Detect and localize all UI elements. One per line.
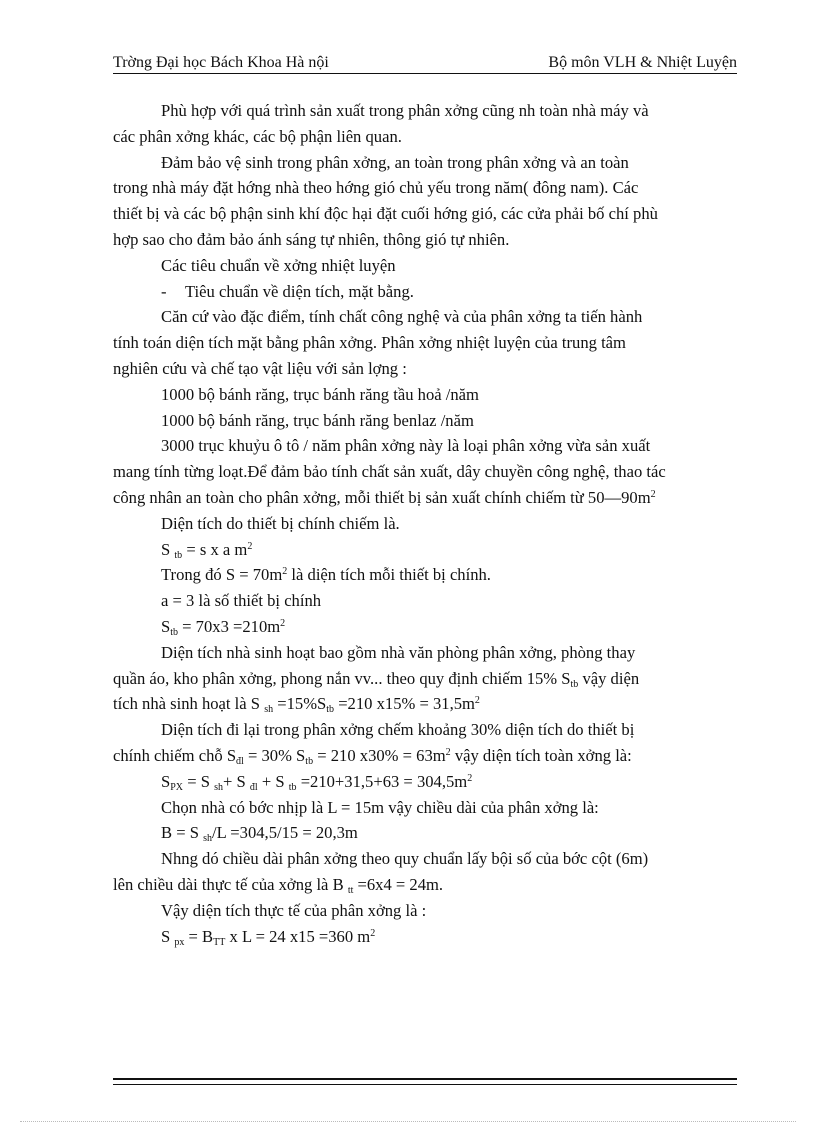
text-line: công nhân an toàn cho phân xởng, mỗi thiết bị sản xuất chính chiếm từ $50—90m^2$: [113, 487, 656, 507]
text-line: 3000 trục khuỷu ô tô / năm phân xởng này là loại phân xởng vừa sản xuất: [161, 436, 651, 456]
formula-line: B = S $_{sh}$/L =304,5/15 = 20,3m: [161, 823, 358, 845]
text-line: Diện tích do thiết bị chính chiếm là.: [161, 513, 400, 533]
text-line: Đảm bảo vệ sinh trong phân xởng, an toàn trong phân xởng và an toàn: [161, 152, 629, 172]
text-line: Vậy diện tích thực tế của phân xởng là :: [161, 900, 427, 920]
text-line: Chọn nhà có bớc nhịp là L = 15m vậy chiều dài của phân xởng là:: [161, 797, 599, 817]
text-line: trong nhà máy đặt hớng nhà theo hớng gió chủ yếu trong năm( đông nam). Các: [113, 178, 639, 198]
text-line: thiết bị và các bộ phận sinh khí độc hại đặt cuối hớng gió, các cửa phải bố chí phù: [113, 204, 658, 224]
header-rule: [113, 73, 737, 74]
page-edge-dots: [20, 1121, 796, 1122]
text-line: a = 3 là số thiết bị chính: [161, 591, 322, 611]
text-line: nghiên cứu và chế tạo vật liệu với sản lợng :: [113, 358, 407, 378]
footer-rule: [113, 1078, 737, 1080]
text-line: Nhng dó chiều dài phân xởng theo quy chuẩn lấy bội số của bớc cột (6m): [161, 849, 649, 869]
text-line: 1000 bộ bánh răng, trục bánh răng benlaz /năm: [161, 410, 474, 430]
text-line: Căn cứ vào đặc điểm, tính chất công nghệ và của phân xởng ta tiến hành: [161, 307, 643, 327]
document-body: [113, 98, 743, 949]
text-line: Phù hợp với quá trình sản xuất trong phân xởng cũng nh toàn nhà máy và: [161, 101, 649, 120]
text-line: mang tính từng loạt.Để đảm bảo tính chất sản xuất, dây chuyền công nghệ, thao tác: [113, 462, 666, 482]
text-line: Diện tích đi lại trong phân xởng chếm khoảng 30% diện tích do thiết bị: [161, 720, 635, 740]
formula-line: S $_{px} = B_{TT}$ x L = 24 x15 =360 $m^2$: [161, 926, 376, 948]
text-line: tính toán diện tích mặt bằng phân xởng. Phân xởng nhiệt luyện của trung tâm: [113, 333, 626, 353]
formula-line: $S_{PX} = S$ $_{sh}$+ S $_{đl}$ + S $_{tb} =210+31,5+63 = 304,5m^2$: [161, 771, 473, 793]
text-line: hợp sao cho đảm bảo ánh sáng tự nhiên, thông gió tự nhiên.: [113, 229, 510, 249]
header-department: Bộ môn VLH & Nhiệt Luyện: [548, 54, 737, 71]
text-line: Diện tích nhà sinh hoạt bao gồm nhà văn phòng phân xởng, phòng thay: [161, 642, 636, 662]
text-line: quần áo, kho phân xởng, phong nắn vv... theo quy định chiếm 15% $S_{tb}$ vậy diện: [113, 668, 640, 690]
text-line: Trong đó $S = 70m^2$ là diện tích mỗi thiết bị chính.: [161, 565, 491, 585]
header-university: Trờng Đại học Bách Khoa Hà nội: [113, 54, 329, 71]
text-line: tích nhà sinh hoạt là S $_{sh} =15\%S_{tb} =210$ $x15\% = 31,5m^2$: [113, 694, 480, 716]
formula-line: S $_{tb}$ = s x a $m^2$: [161, 539, 253, 561]
text-line: 1000 bộ bánh răng, trục bánh răng tầu hoả /năm: [161, 384, 479, 404]
bullet-dash: -: [161, 281, 167, 301]
page-header: [113, 52, 737, 74]
section-heading: Các tiêu chuẩn về xởng nhiệt luyện: [161, 255, 396, 275]
text-line: chính chiếm chỗ $S_{đl} = 30\%$ $S_{tb} = 210$ $x30\% = 63m^2$ vậy diện tích toàn xởng là:: [113, 745, 632, 767]
text-line: các phân xởng khác, các bộ phận liên quan.: [113, 126, 402, 146]
footer-rule-thin: [113, 1084, 737, 1085]
text-line: lên chiều dài thực tế của xởng là B $_{tt}$ =6x4 = 24m.: [113, 874, 444, 896]
formula-line: $S_{tb} = 70x3 =210m^2$: [161, 616, 286, 638]
bullet-item: - Tiêu chuẩn về diện tích, mặt bằng.: [113, 279, 743, 305]
